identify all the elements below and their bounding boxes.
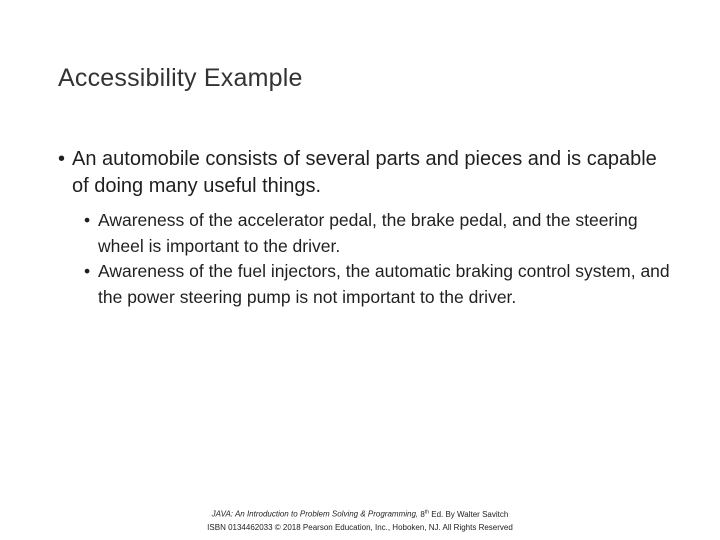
- bullet-level1: [58, 146, 678, 200]
- sub-bullet-internals: [84, 259, 678, 310]
- footer-edition: 8th Ed. By Walter Savitch: [420, 509, 509, 519]
- slide-body: [58, 146, 678, 310]
- sub-bullet-text: Awareness of the fuel injectors, the automatic braking control system, and the power steering pump is not important to the driver.: [98, 261, 670, 307]
- bullet-dot-icon: •: [58, 148, 66, 170]
- sub-bullet-controls: [84, 208, 678, 259]
- bullet-dot-icon: •: [84, 210, 91, 230]
- footer-book-title: JAVA: An Introduction to Problem Solving & Programming,: [211, 509, 419, 519]
- slide-title: Accessibility Example: [58, 64, 303, 92]
- sub-bullet-text: Awareness of the accelerator pedal, the brake pedal, and the steering wheel is important to the driver.: [98, 210, 638, 256]
- footer-line-2: ISBN 0134462033 © 2018 Pearson Education, Inc., Hoboken, NJ. All Rights Reserved: [207, 522, 513, 532]
- slide-footer: [0, 506, 720, 534]
- sub-bullet-list: [84, 208, 678, 310]
- footer-line-1: [0, 506, 720, 521]
- bullet-dot-icon: •: [84, 261, 91, 281]
- bullet-text: An automobile consists of several parts and pieces and is capable of doing many useful things.: [72, 148, 657, 197]
